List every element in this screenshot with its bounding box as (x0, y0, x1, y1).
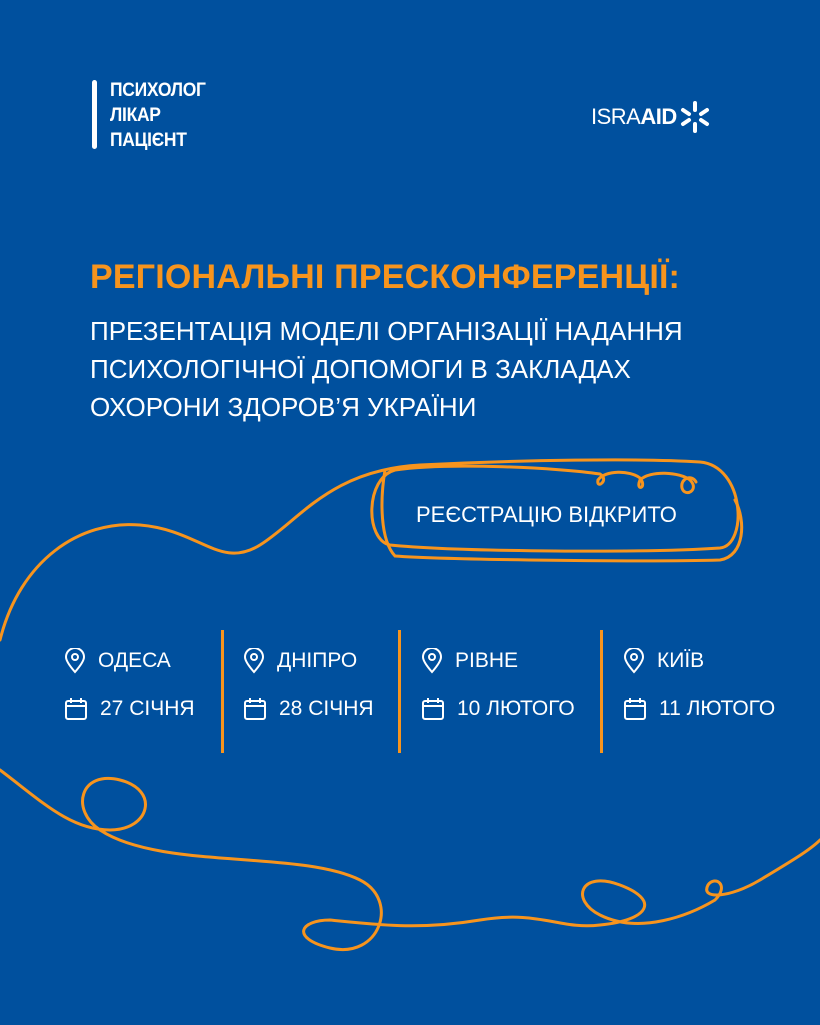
event-city: ОДЕСА (98, 649, 171, 672)
page-subtitle (90, 312, 683, 426)
event-date: 27 СІЧНЯ (100, 697, 195, 720)
page-title: РЕГІОНАЛЬНІ ПРЕСКОНФЕРЕНЦІЇ: (90, 258, 681, 296)
event-rivne (421, 646, 575, 724)
column-divider (600, 630, 603, 753)
column-divider (398, 630, 401, 753)
location-pin-icon (64, 648, 86, 674)
calendar-icon (243, 697, 267, 721)
subtitle-line: ПРЕЗЕНТАЦІЯ МОДЕЛІ ОРГАНІЗАЦІЇ НАДАННЯ (90, 316, 683, 346)
event-dnipro (243, 646, 374, 724)
location-pin-icon (623, 648, 645, 674)
israaid-logo (591, 100, 710, 134)
calendar-icon (64, 697, 88, 721)
subtitle-line: ОХОРОНИ ЗДОРОВ’Я УКРАЇНИ (90, 392, 477, 422)
brand-line-patient: ПАЦІЄНТ (110, 130, 187, 151)
brand-line-doctor: ЛІКАР (110, 105, 161, 126)
logo-text-bold: AID (640, 104, 677, 129)
calendar-icon (421, 697, 445, 721)
registration-open-label[interactable]: РЕЄСТРАЦІЮ ВІДКРИТО (416, 502, 677, 527)
event-city: РІВНЕ (455, 649, 519, 672)
subtitle-line: ПСИХОЛОГІЧНОЇ ДОПОМОГИ В ЗАКЛАДАХ (90, 354, 631, 384)
brand-line-psychologist: ПСИХОЛОГ (110, 80, 206, 101)
event-date: 28 СІЧНЯ (279, 697, 374, 720)
event-kyiv (623, 646, 775, 724)
logo-text-light: ISRA (591, 104, 641, 129)
column-divider (221, 630, 224, 753)
calendar-icon (623, 697, 647, 721)
location-pin-icon (421, 648, 443, 674)
location-pin-icon (243, 648, 265, 674)
event-date: 11 ЛЮТОГО (659, 697, 776, 720)
brand-divider-bar (92, 80, 97, 149)
israaid-star-icon (680, 100, 710, 134)
event-odesa (64, 646, 195, 724)
brand-tagline (110, 78, 206, 153)
event-city: КИЇВ (657, 649, 705, 672)
event-date: 10 ЛЮТОГО (457, 697, 575, 720)
event-city: ДНІПРО (277, 649, 358, 672)
